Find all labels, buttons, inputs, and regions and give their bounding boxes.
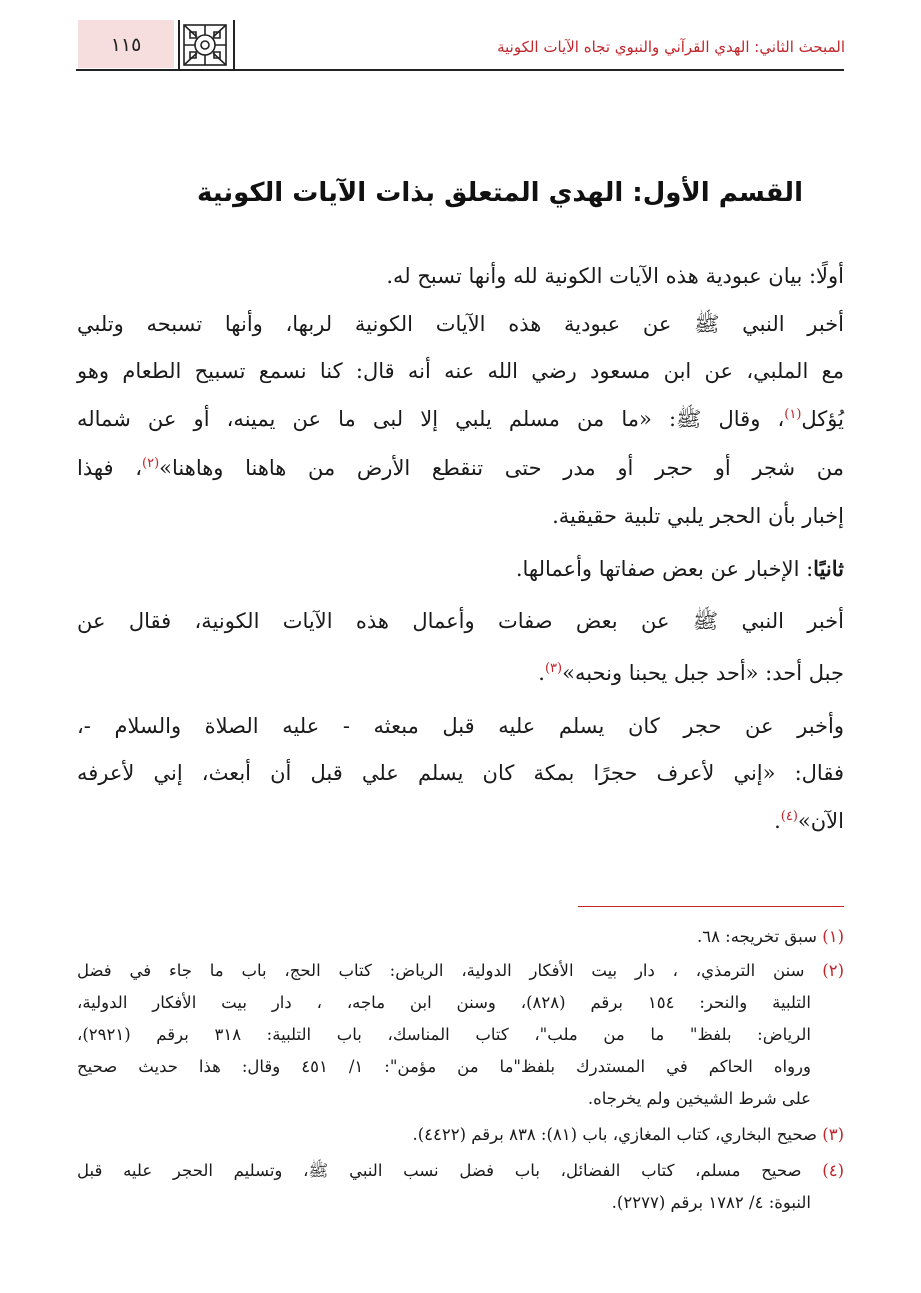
body-line: أخبر النبي ﷺ عن عبودية هذه الآيات الكونية لربها، وأنها تسبحه وتلبي [77,312,844,336]
body-text: . [774,809,781,833]
body-line: فقال: «إني لأعرف حجرًا بمكة كان يسلم علي قبل أن أبعث، إني لأعرفه [77,761,844,785]
body-text: ، فهذا [77,456,143,480]
page-number: ١١٥ [110,34,142,56]
footnote [77,958,844,984]
running-title: المبحث الثاني: الهدي القرآني والنبوي تجاه الآيات الكونية [497,38,845,56]
body-text: الآن» [797,809,844,833]
footnote [77,1158,844,1184]
footnote-mark[interactable]: (٣) [544,661,563,676]
footnote-text: الرياض: بلفظ" ما من ملب"، كتاب المناسك، باب التلبية: ٣١٨ برقم (٢٩٢١)، [77,1025,811,1044]
body-line: أولًا: بيان عبودية هذه الآيات الكونية لله وأنها تسبح له. [386,264,844,288]
footnote-mark[interactable]: (١) [784,407,802,422]
ornament-divider [233,20,235,70]
body-line: إخبار بأن الحجر يلبي تلبية حقيقية. [552,504,844,528]
body-line: وأخبر عن حجر كان يسلم عليه قبل مبعثه - عليه الصلاة والسلام -، [77,714,844,738]
footnote-text: سبق تخريجه: ٦٨. [696,927,817,946]
footnote-text: النبوة: ٤/ ١٧٨٢ برقم (٢٢٧٧). [611,1193,811,1212]
body-text: جبل أحد: «أحد جبل يحبنا ونحبه» [562,661,844,685]
body-text: ، وقال ﷺ: «ما من مسلم يلبي إلا لبى ما عن يمينه، أو عن شماله [77,407,785,431]
body-text: من شجر أو حجر أو مدر حتى تنقطع الأرض من هاهنا وهاهنا» [159,456,844,480]
footnote-mark[interactable]: (٢) [142,456,160,471]
body-text: يُؤكل [801,407,844,431]
footnote-rule [578,906,844,907]
footnote-number: (٤) [822,1161,845,1180]
body-text: : الإخبار عن بعض صفاتها وأعمالها. [515,557,814,581]
section-heading: القسم الأول: الهدي المتعلق بذات الآيات الكونية [196,178,803,208]
ornament-icon [178,20,233,70]
footnote-number: (١) [822,927,844,946]
footnote [412,1122,844,1148]
footnote-text: التلبية والنحر: ١٥٤ برقم (٨٢٨)، وسنن ابن ماجه، ، دار بيت الأفكار الدولية، [77,993,811,1012]
footnote-text: على شرط الشيخين ولم يخرجاه. [587,1089,811,1108]
body-line [538,657,844,689]
body-line [77,452,844,484]
footnote-text: سنن الترمذي، ، دار بيت الأفكار الدولية، الرياض: كتاب الحج، باب ما جاء في فضل [77,961,805,980]
footnote-number: (٣) [822,1125,844,1144]
footnote [697,924,844,950]
footnote-mark[interactable]: (٤) [780,809,798,824]
body-line [774,805,844,837]
body-line [516,553,844,585]
footnote-text: صحيح البخاري، كتاب المغازي، باب (٨١): ٨٣٨ برقم (٤٤٢٢). [412,1125,817,1144]
subsection-label: ثانيًا [813,556,844,581]
header-rule [76,69,844,71]
footnote-text: ورواه الحاكم في المستدرك بلفظ"ما من مؤمن": ١/ ٤٥١ وقال: هذا حديث صحيح [77,1057,811,1076]
footnote-number: (٢) [822,961,844,980]
footnote-text: صحيح مسلم، كتاب الفضائل، باب فضل نسب النبي ﷺ، وتسليم الحجر عليه قبل [77,1161,802,1180]
body-text: . [538,661,545,685]
body-line: مع الملبي، عن ابن مسعود رضي الله عنه أنه قال: كنا نسمع تسبيح الطعام وهو [77,359,844,383]
body-line: أخبر النبي ﷺ عن بعض صفات وأعمال هذه الآيات الكونية، فقال عن [77,609,844,633]
body-line [77,403,844,435]
